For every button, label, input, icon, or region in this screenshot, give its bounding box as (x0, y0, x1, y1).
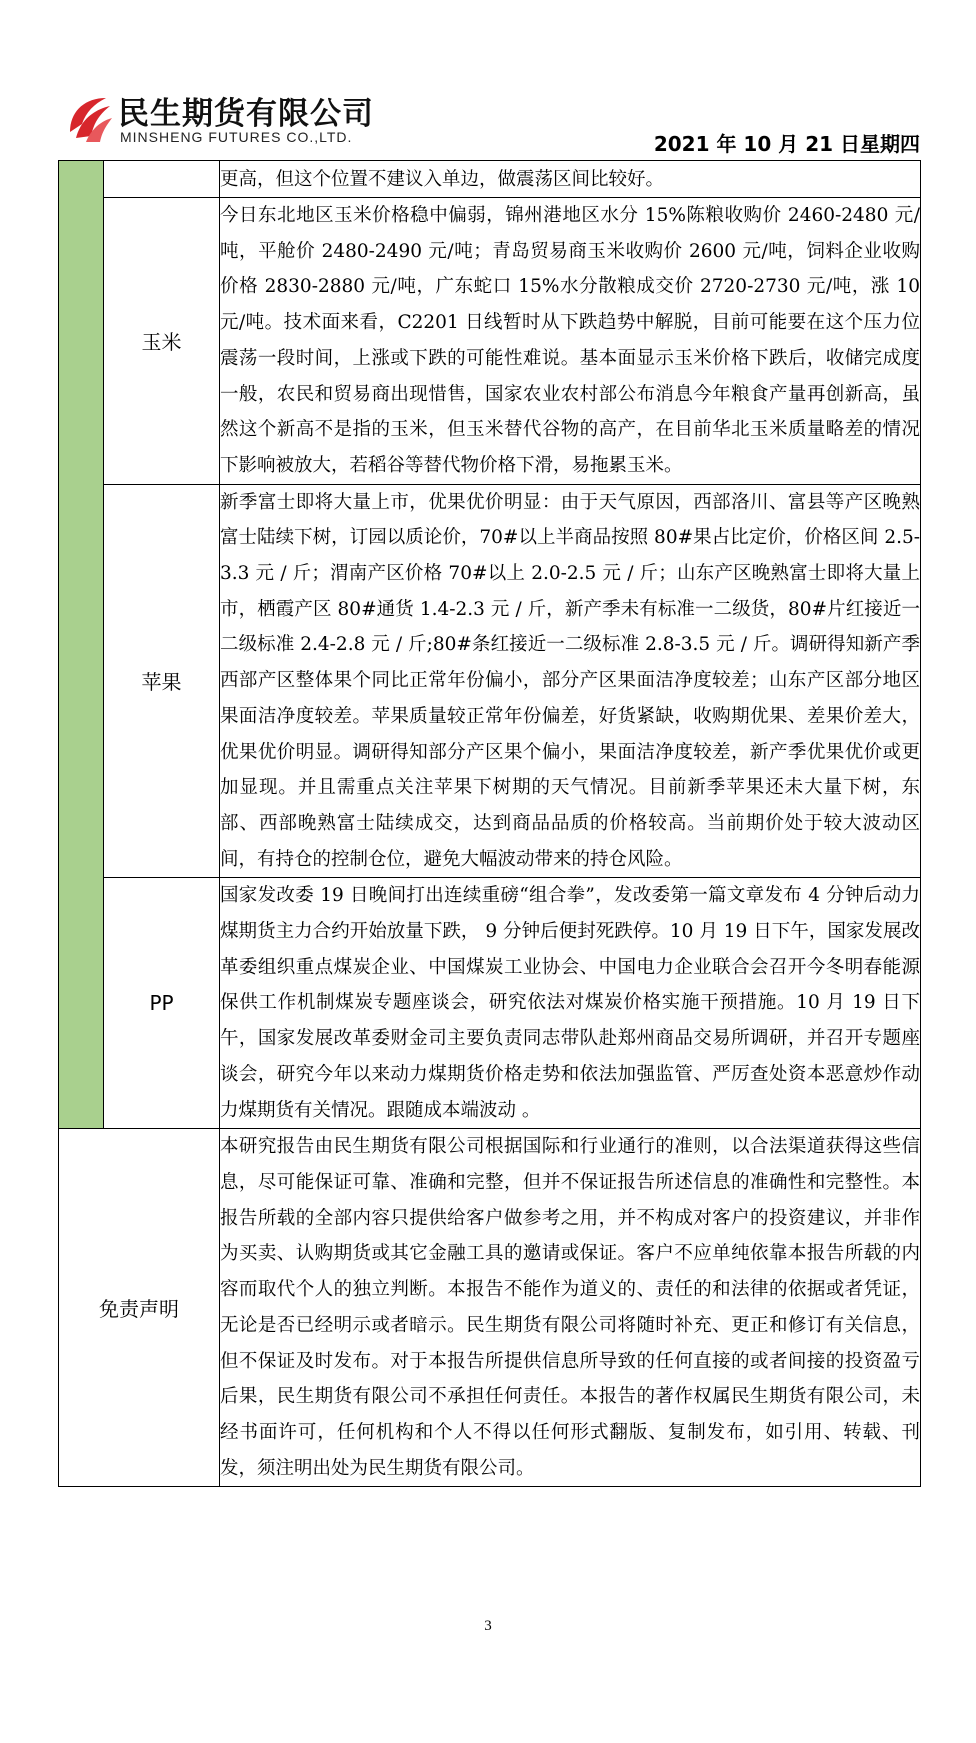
page-header (0, 0, 976, 160)
table-row (59, 484, 921, 878)
row-content-corn: 今日东北地区玉米价格稳中偏弱，锦州港地区水分 15%陈粮收购价 2460-2480 元/吨，平舱价 2480-2490 元/吨；青岛贸易商玉米收购价 2600 元/吨，饲料企业收购价格 2830-2880 元/吨，广东蛇口 15%水分散粮成交价 2720-2730 元/吨，涨 10 元/吨。技术面来看，C2201 日线暂时从下跌趋势中解脱，目前可能要在这个压力位震荡一段时间，上涨或下跌的可能性难说。基本面显示玉米价格下跌后，收储完成度一般，农民和贸易商出现惜售，国家农业农村部公布消息今年粮食产量再创新高，虽然这个新高不是指的玉米，但玉米替代谷物的高产，在目前华北玉米质量略差的情况下影响被放大，若稻谷等替代物价格下滑，易拖累玉米。 (220, 198, 921, 485)
company-name-en: MINSHENG FUTURES CO.,LTD. (120, 129, 353, 145)
table-row (59, 198, 921, 485)
row-content-pp: 国家发改委 19 日晚间打出连续重磅“组合拳”，发改委第一篇文章发布 4 分钟后动力煤期货主力合约开始放量下跌， 9 分钟后便封死跌停。10 月 19 日下午，国家发展改革委组织重点煤炭企业、中国煤炭工业协会、中国电力企业联合会召开今冬明春能源保供工作机制煤炭专题座谈会，研究依法对煤炭价格实施干预措施。10 月 19 日下午，国家发展改革委财金司主要负责同志带队赴郑州商品交易所调研，并召开专题座谈会，研究今年以来动力煤期货价格走势和依法加强监管、严厉查处资本恶意炒作动力煤期货有关情况。跟随成本端波动 。 (220, 878, 921, 1129)
row-label-apple: 苹果 (104, 484, 220, 878)
disclaimer-label: 免责声明 (59, 1129, 220, 1487)
minsheng-futures-logo-icon (64, 92, 114, 144)
company-name-cn: 民生期货有限公司 (118, 96, 374, 132)
row-content-apple: 新季富士即将大量上市，优果优价明显：由于天气原因，西部洛川、富县等产区晚熟富士陆续下树，订园以质论价，70#以上半商品按照 80#果占比定价，价格区间 2.5-3.3 元 / 斤；渭南产区价格 70#以上 2.0-2.5 元 / 斤；山东产区晚熟富士即将大量上市，栖霞产区 80#通货 1.4-2.3 元 / 斤，新产季未有标准一二级货，80#片红接近一二级标准 2.4-2.8 元 / 斤;80#条红接近一二级标准 2.8-3.5 元 / 斤。调研得知新产季西部产区整体果个同比正常年份偏小，部分产区果面洁净度较差；山东产区部分地区果面洁净度较差。苹果质量较正常年份偏差，好货紧缺，收购期优果、差果价差大，优果优价明显。调研得知部分产区果个偏小，果面洁净度较差，新产季优果优价或更加显现。并且需重点关注苹果下树期的天气情况。目前新季苹果还未大量下树，东部、西部晚熟富士陆续成交，达到商品品质的价格较高。当前期价处于较大波动区间，有持仓的控制仓位，避免大幅波动带来的持仓风险。 (220, 484, 921, 878)
table-row (59, 161, 921, 198)
page-number: 3 (484, 1618, 492, 1634)
disclaimer-content: 本研究报告由民生期货有限公司根据国际和行业通行的准则，以合法渠道获得这些信息，尽可能保证可靠、准确和完整，但并不保证报告所述信息的准确性和完整性。本报告所载的全部内容只提供给客户做参考之用，并不构成对客户的投资建议，并非作为买卖、认购期货或其它金融工具的邀请或保证。客户不应单纯依靠本报告所载的内容而取代个人的独立判断。本报告不能作为道义的、责任的和法律的依据或者凭证，无论是否已经明示或者暗示。民生期货有限公司将随时补充、更正和修订有关信息，但不保证及时发布。对于本报告所提供信息所导致的任何直接的或者间接的投资盈亏后果，民生期货有限公司不承担任何责任。本报告的著作权属民生期货有限公司，未经书面许可，任何机构和个人不得以任何形式翻版、复制发布，如引用、转载、刊发，须注明出处为民生期货有限公司。 (220, 1129, 921, 1487)
report-date: 2021 年 10 月 21 日星期四 (653, 132, 920, 156)
row-content: 更高，但这个位置不建议入单边，做震荡区间比较好。 (220, 161, 921, 198)
row-label-corn: 玉米 (104, 198, 220, 485)
sector-band (59, 161, 104, 1129)
report-table (58, 160, 921, 1487)
company-logo (64, 86, 374, 150)
disclaimer-row (59, 1129, 921, 1487)
row-label (104, 161, 220, 198)
table-row (59, 878, 921, 1129)
row-label-pp: PP (104, 878, 220, 1129)
